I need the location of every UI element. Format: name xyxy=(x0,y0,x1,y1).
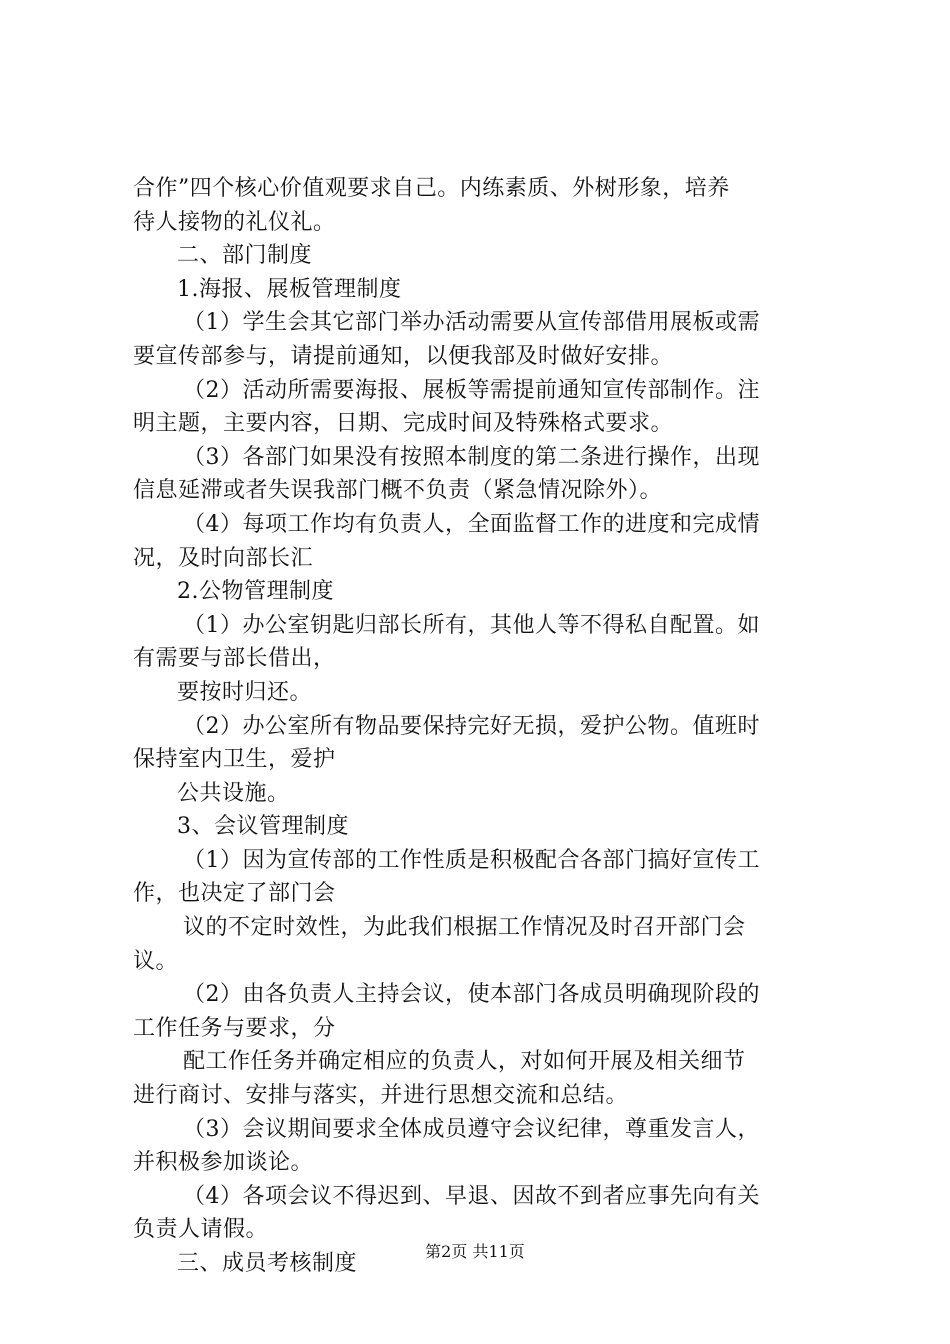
text-line: 二、部门制度 xyxy=(177,243,313,269)
text-line: 况，及时向部长汇 xyxy=(133,545,314,571)
text-line: 保持室内卫生，爱护 xyxy=(133,747,336,773)
text-line: （2）活动所需要海报、展板等需提前通知宣传部制作。注 xyxy=(183,377,760,403)
text-line: 议的不定时效性，为此我们根据工作情况及时召开部门会 xyxy=(183,915,746,941)
text-line: 并积极参加谈论。 xyxy=(133,1150,314,1176)
text-line: 工作任务与要求，分 xyxy=(133,1015,336,1041)
text-line: 合作”四个核心价值观要求自己。内练素质、外树形象，培养 xyxy=(133,176,730,201)
text-line: （4）各项会议不得迟到、早退、因故不到者应事先向有关 xyxy=(183,1183,760,1209)
text-line: 有需要与部长借出， xyxy=(133,646,336,672)
text-line: 信息延滞或者失误我部门概不负责（紧急情况除外）。 xyxy=(133,478,663,504)
text-line: 明主题，主要内容，日期、完成时间及特殊格式要求。 xyxy=(133,411,674,437)
page-footer: 第2页 共11页 xyxy=(425,1242,525,1261)
text-line: 公共设施。 xyxy=(177,780,290,806)
text-line: 要宣传部参与，请提前通知，以便我部及时做好安排。 xyxy=(133,343,674,369)
text-line: （4）每项工作均有负责人，全面监督工作的进度和完成情 xyxy=(183,511,760,537)
text-line: 2.公物管理制度 xyxy=(177,579,334,605)
document-body xyxy=(133,172,833,1281)
text-line: （3）会议期间要求全体成员遵守会议纪律，尊重发言人， xyxy=(183,1116,760,1142)
text-line: 3、会议管理制度 xyxy=(177,814,349,840)
text-line: （1）学生会其它部门举办活动需要从宣传部借用展板或需 xyxy=(183,310,760,336)
text-line: 要按时归还。 xyxy=(177,679,313,705)
text-line: （1）因为宣传部的工作性质是积极配合各部门搞好宣传工 xyxy=(183,847,760,873)
text-line: 三、成员考核制度 xyxy=(177,1251,358,1276)
text-line: 负责人请假。 xyxy=(133,1217,269,1243)
text-line: 作，也决定了部门会 xyxy=(133,881,336,907)
text-line: 进行商讨、安排与落实，并进行思想交流和总结。 xyxy=(133,1083,629,1109)
text-line: （2）由各负责人主持会议，使本部门各成员明确现阶段的 xyxy=(183,982,760,1008)
text-line: 待人接物的礼仪礼。 xyxy=(133,209,336,235)
text-line: （1）办公室钥匙归部长所有，其他人等不得私自配置。如 xyxy=(183,612,760,638)
text-line: （3）各部门如果没有按照本制度的第二条进行操作，出现 xyxy=(183,444,760,470)
text-line: 议。 xyxy=(133,948,179,974)
text-line: 配工作任务并确定相应的负责人，对如何开展及相关细节 xyxy=(183,1049,746,1075)
text-line: 1.海报、展板管理制度 xyxy=(177,276,402,302)
text-line: （2）办公室所有物品要保持完好无损，爱护公物。值班时 xyxy=(183,713,760,739)
